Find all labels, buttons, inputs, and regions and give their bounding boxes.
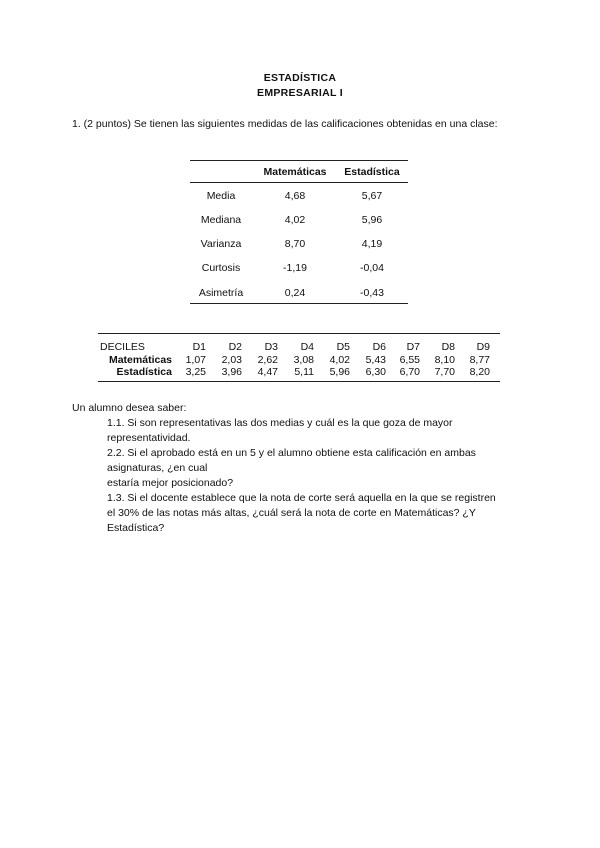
table-cell: 8,10 [434, 354, 455, 366]
decile-column-header: D9 [476, 341, 490, 353]
column-header-matematicas: Matemáticas [263, 166, 327, 178]
column-header-estadistica: Estadística [344, 166, 400, 178]
table-cell: 6,55 [399, 354, 420, 366]
table-cell: -0,04 [360, 262, 384, 274]
table-cell: 4,47 [257, 366, 278, 378]
table-bottom-rule [190, 303, 408, 304]
item-line: 1.3. Si el docente establece que la nota de corte será aquella en la que se registren [107, 492, 496, 504]
decile-column-header: D4 [300, 341, 314, 353]
list-item [107, 491, 527, 536]
table-cell: 5,11 [294, 366, 314, 378]
title-line-1: ESTADÍSTICA [263, 72, 337, 84]
table-cell: 2,62 [257, 354, 278, 366]
deciles-header-row [98, 341, 500, 353]
item-line: 1.1. Si son representativas las dos medias y cuál es la que goza de mayor [107, 417, 453, 429]
table-cell: 4,02 [284, 214, 306, 226]
deciles-bottom-rule [98, 381, 500, 382]
table-cell: 8,20 [469, 366, 490, 378]
item-line: asignaturas, ¿en cual [107, 462, 208, 474]
table-cell: 3,96 [221, 366, 242, 378]
table-cell: 5,96 [361, 214, 383, 226]
row-label: Mediana [200, 214, 242, 226]
table-top-rule [190, 160, 408, 161]
table-cell: 1,07 [185, 354, 206, 366]
decile-column-header: D3 [264, 341, 278, 353]
item-line: el 30% de las notas más altas, ¿cuál será la nota de corte en Matemáticas? ¿Y [107, 507, 476, 519]
table-cell: 5,43 [365, 354, 386, 366]
question-text: 1. (2 puntos) Se tienen las siguientes medidas de las calificaciones obtenidas en una clase: [72, 118, 498, 130]
item-line: estaría mejor posicionado? [107, 477, 234, 489]
decile-column-header: D6 [372, 341, 386, 353]
row-label: Media [206, 190, 236, 202]
table-cell: 6,70 [399, 366, 420, 378]
list-item [107, 446, 527, 491]
item-line: 2.2. Si el aprobado está en un 5 y el alumno obtiene esta calificación en ambas [107, 447, 476, 459]
item-line: Estadística? [107, 522, 165, 534]
table-cell: 3,08 [293, 354, 314, 366]
table-header-rule [190, 182, 408, 183]
row-label: Curtosis [201, 262, 241, 274]
table-cell: 6,30 [365, 366, 386, 378]
row-label: Matemáticas [108, 354, 172, 366]
title-line-2: EMPRESARIAL I [257, 87, 343, 99]
deciles-top-rule [98, 333, 500, 334]
table-cell: 3,25 [185, 366, 206, 378]
table-cell: 8,70 [284, 238, 306, 250]
deciles-row-matematicas [98, 354, 500, 366]
decile-column-header: D2 [228, 341, 242, 353]
deciles-header-label: DECILES [100, 341, 145, 353]
table-cell: 5,96 [329, 366, 350, 378]
decile-column-header: D8 [441, 341, 455, 353]
table-cell: 8,77 [469, 354, 490, 366]
row-label: Asimetría [198, 287, 244, 299]
table-cell: 0,24 [284, 287, 306, 299]
table-cell: 5,67 [361, 190, 383, 202]
item-line: representatividad. [107, 432, 191, 444]
row-label: Varianza [200, 238, 242, 250]
list-item [107, 416, 527, 446]
table-cell: -1,19 [283, 262, 307, 274]
table-cell: -0,43 [360, 287, 384, 299]
table-cell: 4,68 [284, 190, 306, 202]
decile-column-header: D1 [192, 341, 206, 353]
row-label: Estadística [116, 366, 172, 378]
table-cell: 2,03 [221, 354, 242, 366]
table-cell: 7,70 [434, 366, 455, 378]
table-cell: 4,02 [329, 354, 350, 366]
decile-column-header: D7 [406, 341, 420, 353]
intro-text: Un alumno desea saber: [72, 402, 187, 414]
deciles-row-estadistica [98, 366, 500, 378]
decile-column-header: D5 [336, 341, 350, 353]
table-cell: 4,19 [361, 238, 383, 250]
